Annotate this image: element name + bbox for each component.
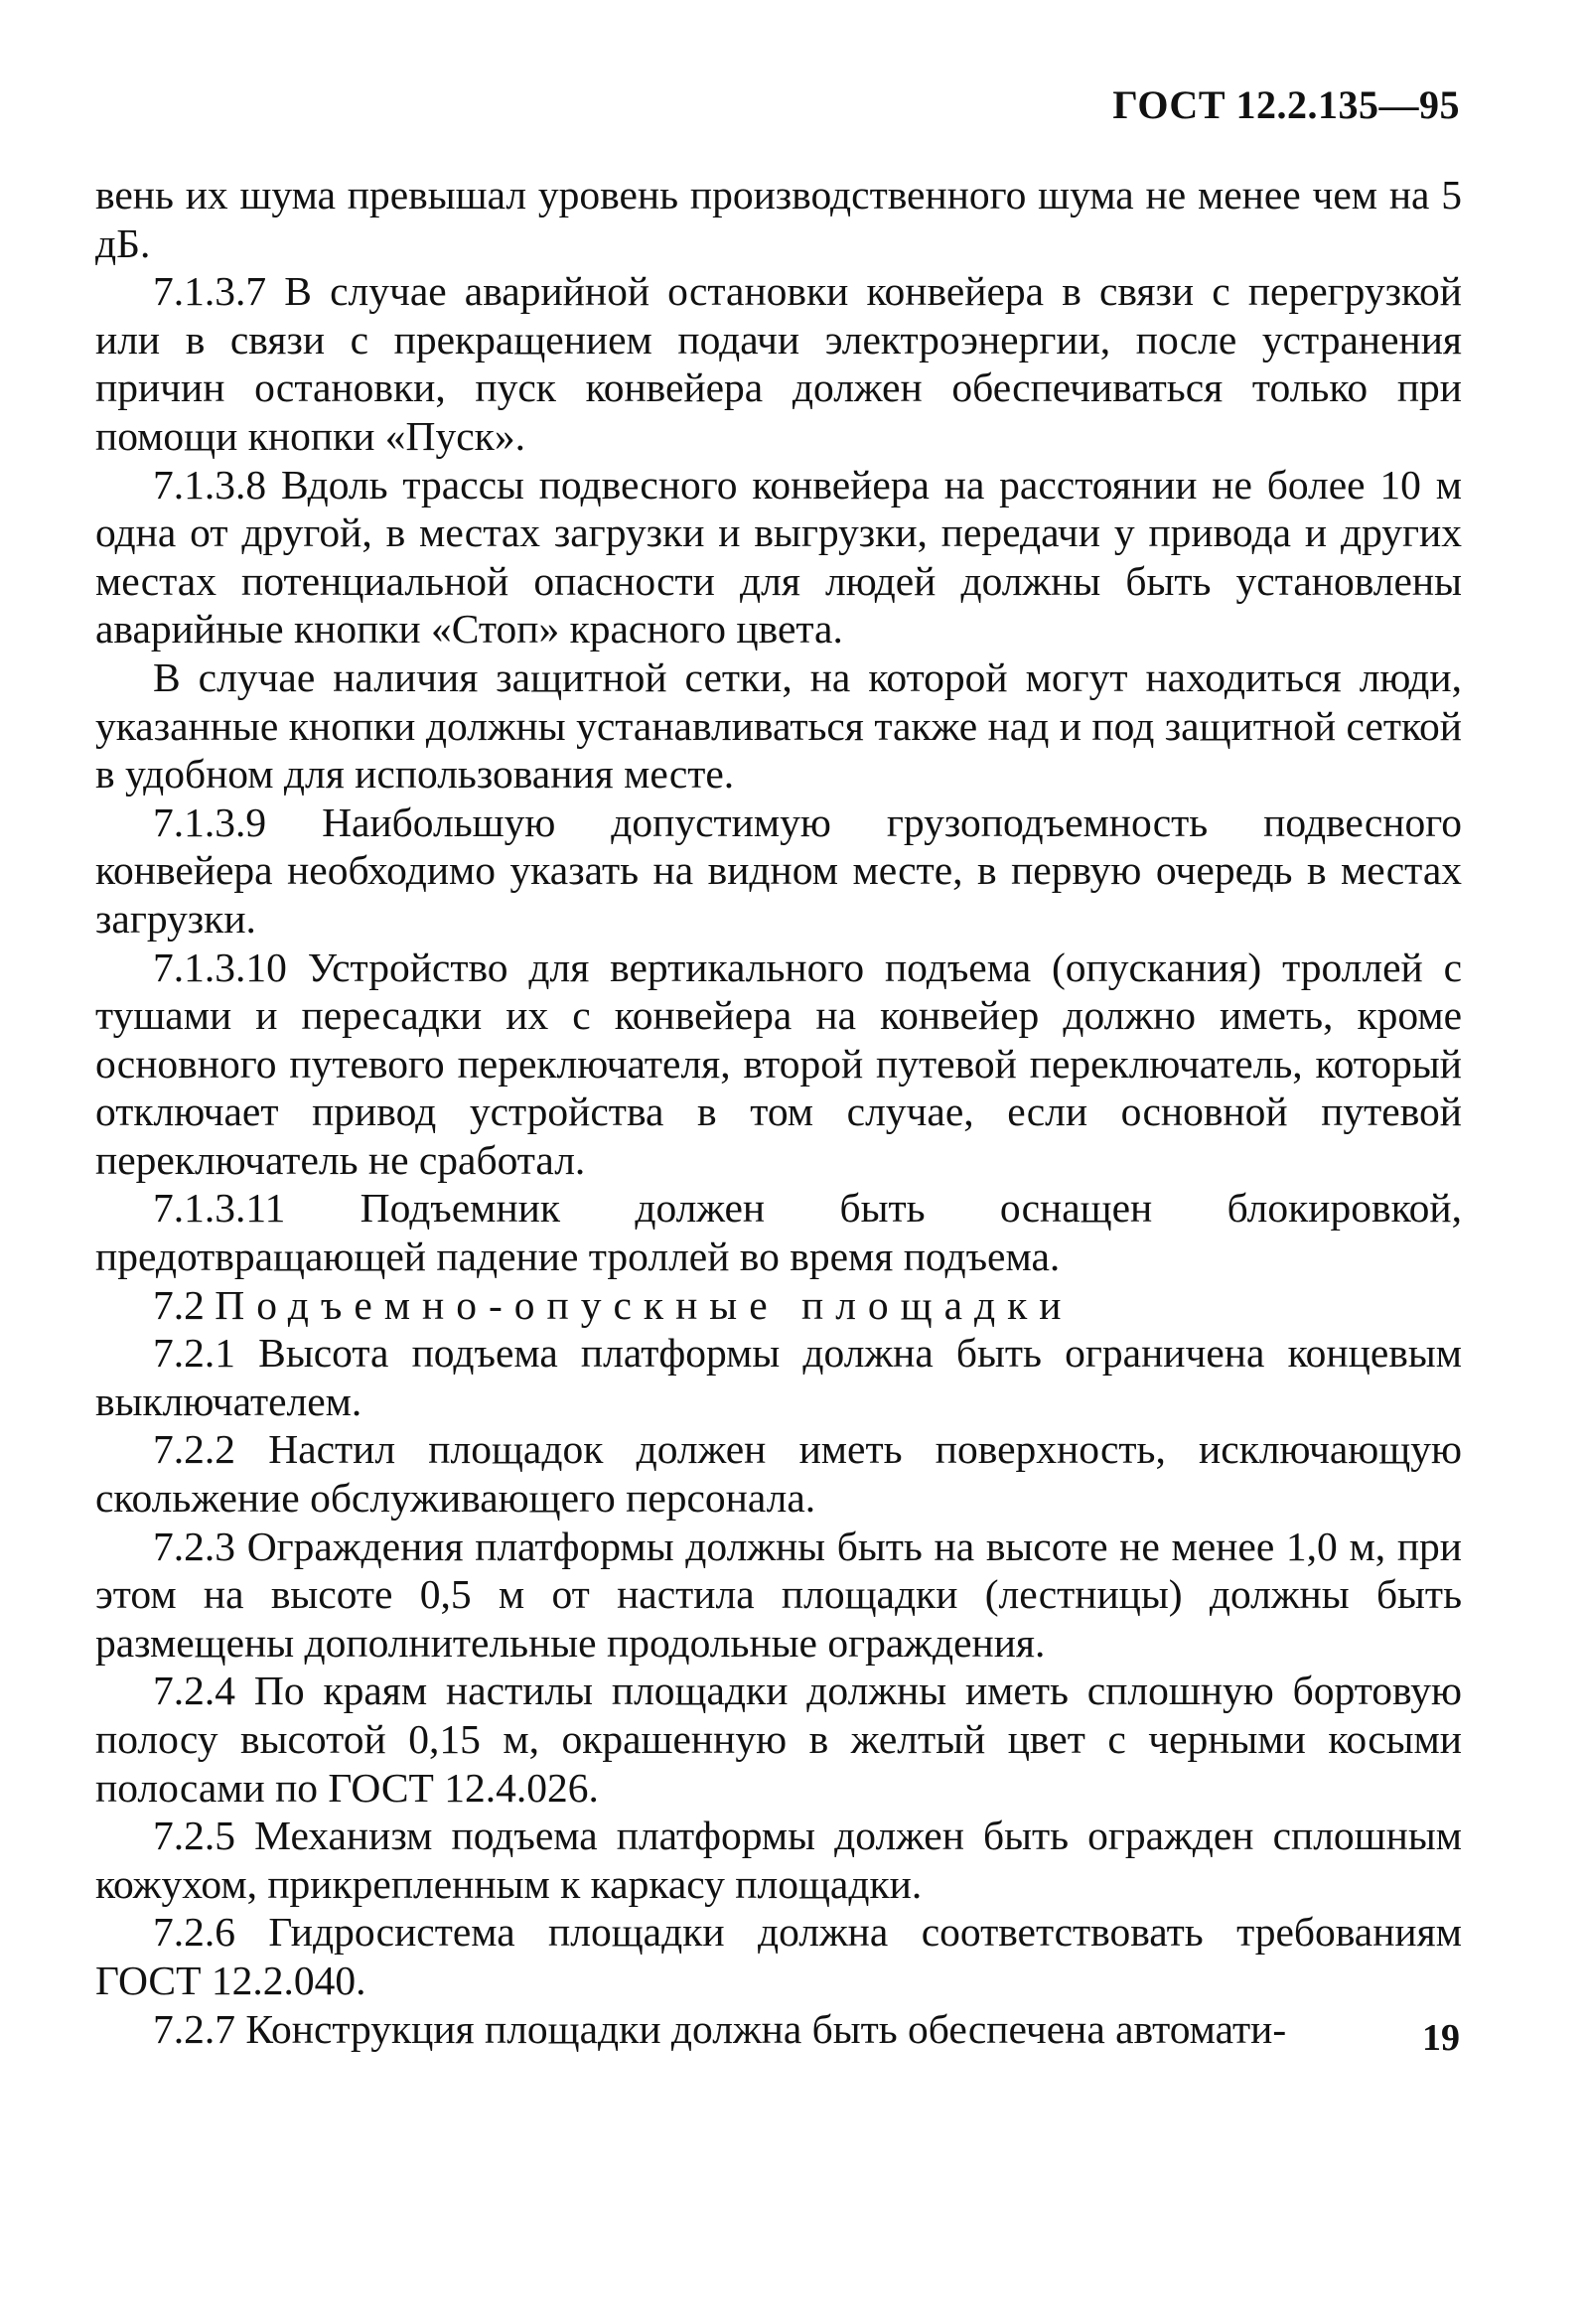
paragraph-7-1-3-7: 7.1.3.7 В случае аварийной остановки конвейера в связи с перегрузкой или в связи с прекращением подачи электроэнергии, после устранения причин остановки, пуск конвейера должен обеспечиваться только при помощи кнопки «Пуск». (95, 268, 1462, 459)
section-heading-7-2 (95, 1281, 1462, 1330)
paragraph-7-2-5: 7.2.5 Механизм подъема платформы должен быть огражден сплошным кожухом, прикрепленным к каркасу площадки. (95, 1813, 1462, 1907)
paragraph-7-1-3-8: 7.1.3.8 Вдоль трассы подвесного конвейера на расстоянии не более 10 м одна от другой, в местах загрузки и выгрузки, передачи у привода и других местах потенциальной опасности для людей должны быть установлены аварийные кнопки «Стоп» красного цвета. (95, 461, 1462, 653)
paragraph-7-2-1: 7.2.1 Высота подъема платформы должна быть ограничена концевым выключателем. (95, 1330, 1462, 1424)
paragraph-7-2-3: 7.2.3 Ограждения платформы должны быть на высоте не менее 1,0 м, при этом на высоте 0,5 м от настила площадки (лестницы) должны быть размещены дополнительные продольные ограждения. (95, 1523, 1462, 1666)
page-number: 19 (1422, 2017, 1460, 2059)
document-code-header: ГОСТ 12.2.135—95 (1112, 82, 1460, 127)
paragraph-7-2-4: 7.2.4 По краям настилы площадки должны иметь сплошную бортовую полосу высотой 0,15 м, окрашенную в желтый цвет с черными косыми полосами по ГОСТ 12.4.026. (95, 1668, 1462, 1811)
section-number: 7.2 (153, 1281, 205, 1328)
paragraph-7-1-3-8-continued: В случае наличия защитной сетки, на которой могут находиться люди, указанные кнопки должны устанавливаться также над и под защитной сеткой в удобном для использования месте. (95, 654, 1462, 798)
paragraph-7-2-7: 7.2.7 Конструкция площадки должна быть обеспечена автомати- (153, 2005, 1287, 2052)
paragraph-7-2-2: 7.2.2 Настил площадок должен иметь поверхность, исключающую скольжение обслуживающего персонала. (95, 1426, 1462, 1522)
paragraph-7-1-3-9: 7.1.3.9 Наибольшую допустимую грузоподъемность подвесного конвейера необходимо указать на видном месте, в первую очередь в местах загрузки. (95, 799, 1462, 942)
paragraph-7-1-3-10: 7.1.3.10 Устройство для вертикального подъема (опускания) троллей с тушами и пересадки их с конвейера на конвейер должно иметь, кроме основного путевого переключателя, второй путевой переключатель, который отключает привод устройства в том случае, если основной путевой переключатель не сработал. (95, 944, 1462, 1183)
section-title: Подъемно-опускные площадки (215, 1281, 1074, 1328)
paragraph-7-1-3-11: 7.1.3.11 Подъемник должен быть оснащен блокировкой, предотвращающей падение троллей во время подъема. (95, 1185, 1462, 1280)
page-body (95, 171, 1462, 2053)
paragraph-7-2-6: 7.2.6 Гидросистема площадки должна соответствовать требованиям ГОСТ 12.2.040. (95, 1909, 1462, 2003)
paragraph-continuation: вень их шума превышал уровень производственного шума не менее чем на 5 дБ. (95, 172, 1462, 266)
